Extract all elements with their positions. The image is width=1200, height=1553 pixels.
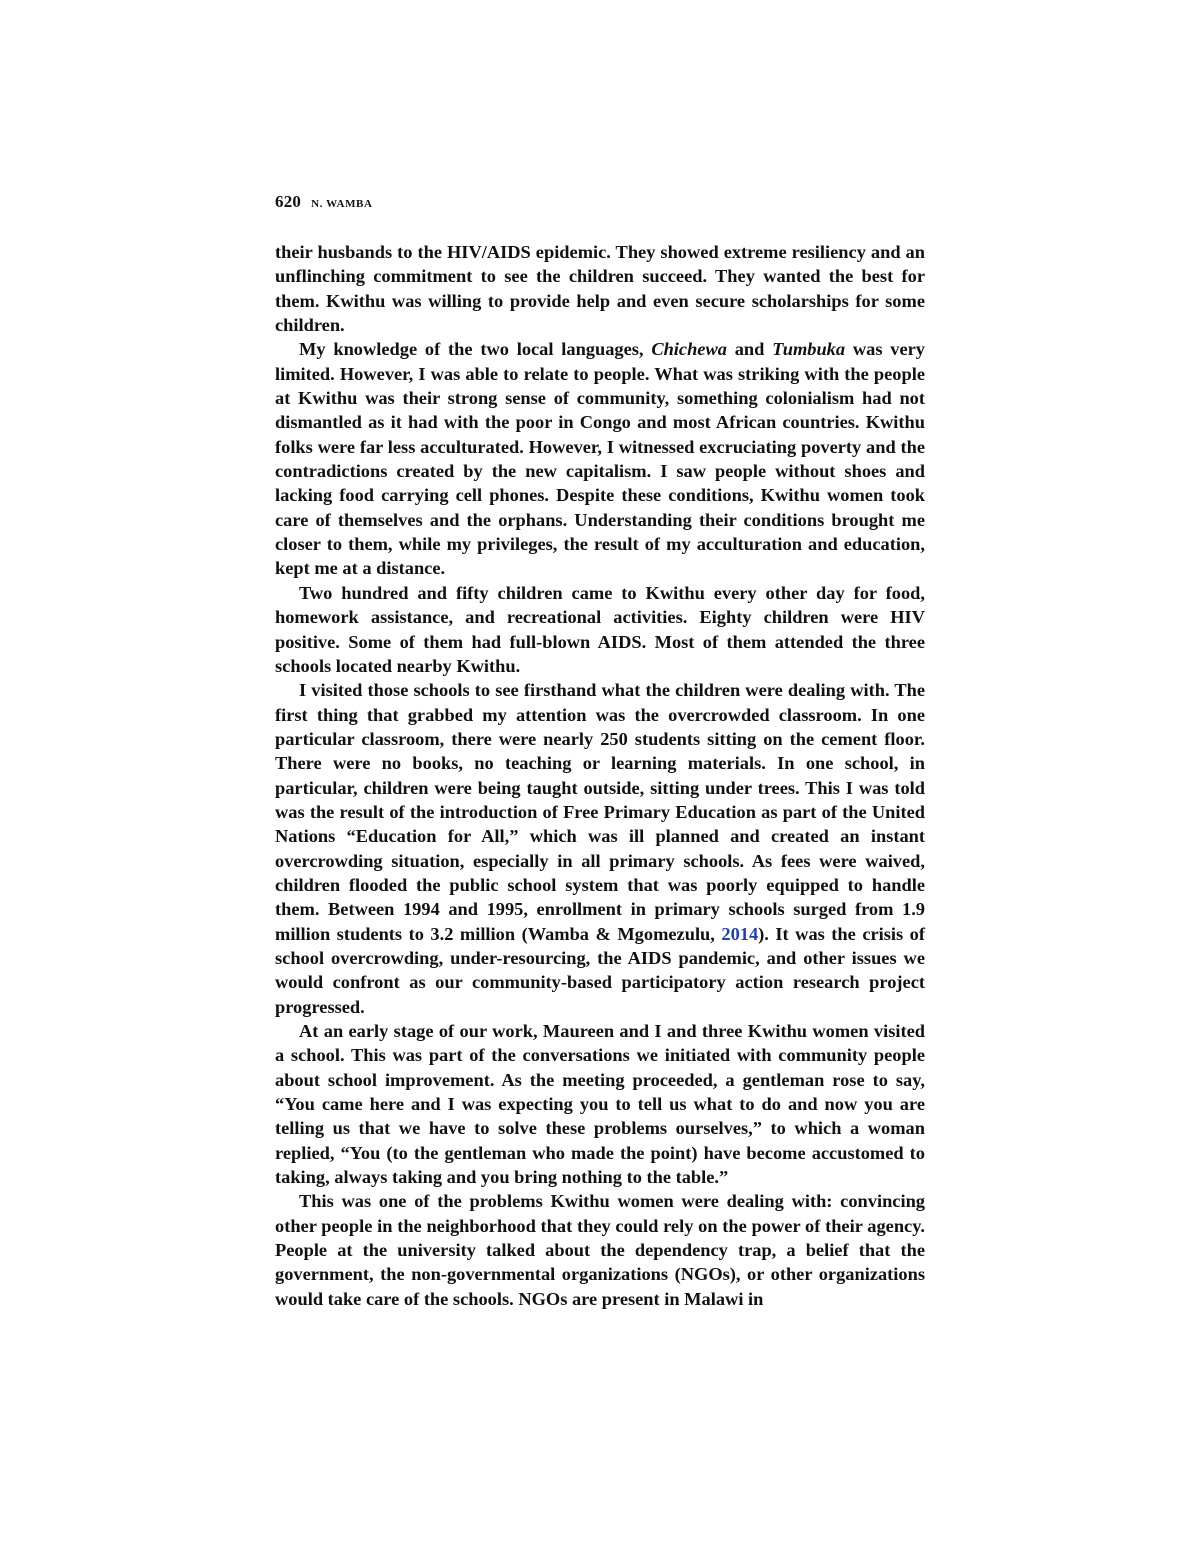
paragraph bbox=[275, 337, 925, 580]
paragraph-text: was very limited. However, I was able to relate to people. What was striking with the people at Kwithu was their strong sense of community, something colonialism had not dismantled as it had with the poor in Congo and most African countries. Kwithu folks were far less acculturated. However, I witnessed excruciating poverty and the contradictions created by the new capitalism. I saw people without shoes and lacking food carrying cell phones. Despite these conditions, Kwithu women took care of themselves and the orphans. Understanding their conditions brought me closer to them, while my privileges, the result of my acculturation and education, kept me at a distance. bbox=[275, 339, 925, 579]
body-text bbox=[275, 240, 925, 1311]
paragraph: their husbands to the HIV/AIDS epidemic. They showed extreme resiliency and an unflinching commitment to see the children succeed. They wanted the best for them. Kwithu was willing to provide help and even secure scholarships for some children. bbox=[275, 242, 925, 336]
paragraph: This was one of the problems Kwithu women were dealing with: convincing other people in the neighborhood that they could rely on the power of their agency. People at the university talked about the dependency trap, a belief that the government, the non-governmental organizations (NGOs), or other organizations would take care of the schools. NGOs are present in Malawi in bbox=[275, 1191, 925, 1309]
paragraph: At an early stage of our work, Maureen and I and three Kwithu women visited a school. This was part of the conversations we initiated with community people about school improvement. As the meeting proceeded, a gentleman rose to say, “You came here and I was expecting you to tell us what to do and now you are telling us that we have to solve these problems ourselves,” to which a woman replied, “You (to the gentleman who made the point) have become accustomed to taking, always taking and you bring nothing to the table.” bbox=[275, 1021, 925, 1188]
paragraph: Two hundred and fifty children came to Kwithu every other day for food, homework assistance, and recreational activities. Eighty children were HIV positive. Some of them had full-blown AIDS. Most of them attended the three schools located nearby Kwithu. bbox=[275, 582, 925, 676]
paragraph bbox=[275, 678, 925, 1019]
running-head-author: N. WAMBA bbox=[311, 198, 373, 210]
language-term: Chichewa bbox=[651, 339, 727, 360]
citation-link[interactable]: 2014 bbox=[721, 923, 759, 944]
running-head bbox=[275, 192, 373, 212]
paragraph-text: ). It was the crisis of school overcrowding, under-resourcing, the AIDS pandemic, and other issues we would confront as our community-based participatory action research project progressed. bbox=[275, 923, 925, 1017]
paragraph-text: My knowledge of the two local languages, bbox=[299, 339, 652, 360]
page-number: 620 bbox=[275, 192, 302, 211]
language-term: Tumbuka bbox=[772, 339, 846, 360]
paragraph-text: and bbox=[726, 339, 773, 360]
paragraph-text: I visited those schools to see firsthand what the children were dealing with. The first thing that grabbed my attention was the overcrowded classroom. In one particular classroom, there were nearly 250 students sitting on the cement floor. There were no books, no teaching or learning materials. In one school, in particular, children were being taught outside, sitting under trees. This I was told was the result of the introduction of Free Primary Education as part of the United Nations “Education for All,” which was ill planned and created an instant overcrowding situation, especially in all primary schools. As fees were waived, children flooded the public school system that was poorly equipped to handle them. Between 1994 and 1995, enrollment in primary schools surged from 1.9 million students to 3.2 million (Wamba & Mgomezulu, bbox=[275, 680, 925, 944]
